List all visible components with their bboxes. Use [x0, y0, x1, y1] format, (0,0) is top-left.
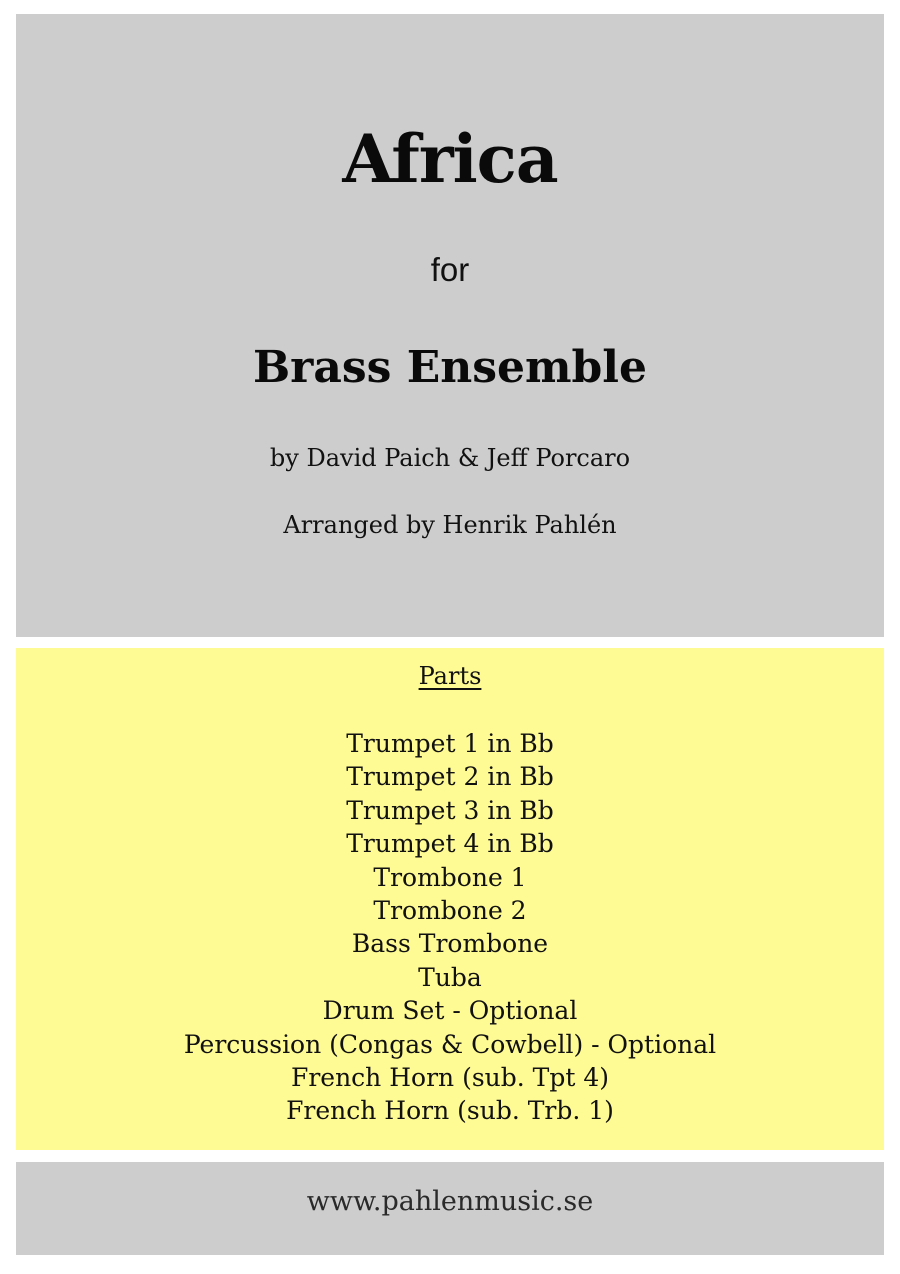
parts-panel: [16, 648, 884, 1150]
part-item: Trombone 2: [373, 896, 527, 926]
composer-credit: by David Paich & Jeff Porcaro: [269, 444, 631, 472]
part-item: French Horn (sub. Trb. 1): [286, 1096, 614, 1126]
ensemble-name: Brass Ensemble: [252, 342, 648, 393]
part-item: Trombone 1: [373, 862, 527, 892]
part-item: Trumpet 3 in Bb: [346, 795, 554, 825]
for-label: for: [430, 251, 470, 288]
part-item: Percussion (Congas & Cowbell) - Optional: [183, 1029, 717, 1059]
part-item: Drum Set - Optional: [322, 996, 578, 1026]
part-item: Tuba: [418, 962, 482, 992]
parts-list: [16, 727, 884, 1128]
part-item: Trumpet 1 in Bb: [346, 729, 554, 758]
part-item: French Horn (sub. Tpt 4): [290, 1063, 609, 1093]
part-item: Bass Trombone: [351, 929, 549, 959]
title-panel: [16, 14, 884, 637]
part-item: Trumpet 2 in Bb: [346, 762, 554, 792]
website-link[interactable]: www.pahlenmusic.se: [306, 1186, 594, 1217]
footer-panel: [16, 1162, 884, 1255]
parts-heading: Parts: [418, 662, 482, 690]
arranger-credit: Arranged by Henrik Pahlén: [283, 511, 617, 539]
part-item: Trumpet 4 in Bb: [346, 829, 554, 859]
piece-title: Africa: [342, 120, 558, 198]
